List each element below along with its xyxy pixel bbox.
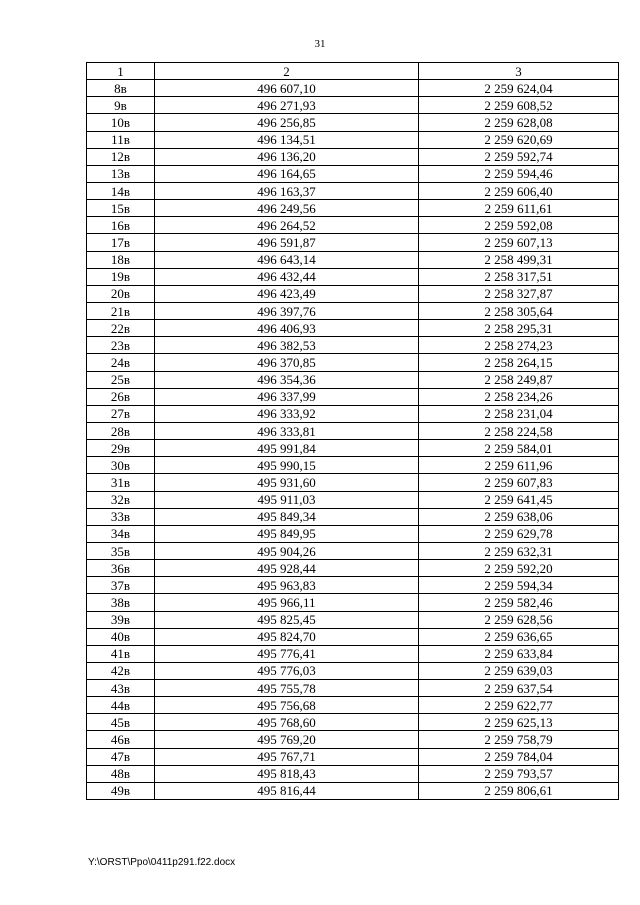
table-row bbox=[87, 440, 619, 457]
x-coordinate-cell: 495 825,45 bbox=[155, 611, 419, 628]
y-coordinate-cell: 2 259 606,40 bbox=[419, 182, 619, 199]
point-cell: 16в bbox=[87, 217, 155, 234]
y-coordinate-cell: 2 259 622,77 bbox=[419, 697, 619, 714]
x-coordinate-cell: 495 966,11 bbox=[155, 594, 419, 611]
y-coordinate-cell: 2 259 584,01 bbox=[419, 440, 619, 457]
point-cell: 19в bbox=[87, 268, 155, 285]
x-coordinate-cell: 495 818,43 bbox=[155, 765, 419, 782]
y-coordinate-cell: 2 258 499,31 bbox=[419, 251, 619, 268]
x-coordinate-cell: 495 904,26 bbox=[155, 542, 419, 559]
x-coordinate-cell: 496 164,65 bbox=[155, 165, 419, 182]
x-coordinate-cell: 496 432,44 bbox=[155, 268, 419, 285]
point-cell: 23в bbox=[87, 337, 155, 354]
table-row bbox=[87, 457, 619, 474]
x-coordinate-cell: 495 911,03 bbox=[155, 491, 419, 508]
point-cell: 31в bbox=[87, 474, 155, 491]
x-coordinate-cell: 495 990,15 bbox=[155, 457, 419, 474]
y-coordinate-cell: 2 258 231,04 bbox=[419, 405, 619, 422]
y-coordinate-cell: 2 259 639,03 bbox=[419, 662, 619, 679]
x-coordinate-cell: 495 767,71 bbox=[155, 748, 419, 765]
table-row bbox=[87, 405, 619, 422]
table-row bbox=[87, 320, 619, 337]
y-coordinate-cell: 2 259 637,54 bbox=[419, 680, 619, 697]
y-coordinate-cell: 2 258 327,87 bbox=[419, 285, 619, 302]
x-coordinate-cell: 495 824,70 bbox=[155, 628, 419, 645]
y-coordinate-cell: 2 259 607,83 bbox=[419, 474, 619, 491]
x-coordinate-cell: 495 769,20 bbox=[155, 731, 419, 748]
x-coordinate-cell: 496 134,51 bbox=[155, 131, 419, 148]
y-coordinate-cell: 2 259 592,20 bbox=[419, 560, 619, 577]
point-cell: 46в bbox=[87, 731, 155, 748]
y-coordinate-cell: 2 259 607,13 bbox=[419, 234, 619, 251]
x-coordinate-cell: 496 136,20 bbox=[155, 148, 419, 165]
point-cell: 35в bbox=[87, 542, 155, 559]
y-coordinate-cell: 2 259 806,61 bbox=[419, 782, 619, 799]
point-cell: 22в bbox=[87, 320, 155, 337]
y-coordinate-cell: 2 259 784,04 bbox=[419, 748, 619, 765]
point-cell: 42в bbox=[87, 662, 155, 679]
x-coordinate-cell: 495 928,44 bbox=[155, 560, 419, 577]
point-cell: 18в bbox=[87, 251, 155, 268]
point-cell: 27в bbox=[87, 405, 155, 422]
point-cell: 39в bbox=[87, 611, 155, 628]
table-row bbox=[87, 337, 619, 354]
x-coordinate-cell: 495 756,68 bbox=[155, 697, 419, 714]
y-coordinate-cell: 2 259 632,31 bbox=[419, 542, 619, 559]
table-row bbox=[87, 645, 619, 662]
table-row bbox=[87, 474, 619, 491]
table-row bbox=[87, 422, 619, 439]
table-row bbox=[87, 748, 619, 765]
table-row bbox=[87, 80, 619, 97]
x-coordinate-cell: 496 163,37 bbox=[155, 182, 419, 199]
table-row bbox=[87, 97, 619, 114]
point-cell: 43в bbox=[87, 680, 155, 697]
table-row bbox=[87, 354, 619, 371]
table-row bbox=[87, 714, 619, 731]
table-body bbox=[87, 80, 619, 800]
table-row bbox=[87, 611, 619, 628]
x-coordinate-cell: 496 337,99 bbox=[155, 388, 419, 405]
point-cell: 17в bbox=[87, 234, 155, 251]
point-cell: 41в bbox=[87, 645, 155, 662]
table-row bbox=[87, 131, 619, 148]
point-cell: 32в bbox=[87, 491, 155, 508]
point-cell: 14в bbox=[87, 182, 155, 199]
x-coordinate-cell: 496 333,81 bbox=[155, 422, 419, 439]
point-cell: 20в bbox=[87, 285, 155, 302]
point-cell: 25в bbox=[87, 371, 155, 388]
y-coordinate-cell: 2 258 234,26 bbox=[419, 388, 619, 405]
table-row bbox=[87, 731, 619, 748]
table-row bbox=[87, 697, 619, 714]
x-coordinate-cell: 496 607,10 bbox=[155, 80, 419, 97]
point-cell: 24в bbox=[87, 354, 155, 371]
column-header-point: 1 bbox=[87, 63, 155, 80]
point-cell: 40в bbox=[87, 628, 155, 645]
column-header-y: 3 bbox=[419, 63, 619, 80]
coordinates-table bbox=[86, 62, 619, 800]
x-coordinate-cell: 496 370,85 bbox=[155, 354, 419, 371]
footer-file-path: Y:\ORST\Ppo\0411p291.f22.docx bbox=[88, 857, 236, 868]
point-cell: 33в bbox=[87, 508, 155, 525]
x-coordinate-cell: 496 423,49 bbox=[155, 285, 419, 302]
table-row bbox=[87, 560, 619, 577]
table-row bbox=[87, 662, 619, 679]
y-coordinate-cell: 2 258 305,64 bbox=[419, 302, 619, 319]
y-coordinate-cell: 2 259 628,08 bbox=[419, 114, 619, 131]
table-row bbox=[87, 577, 619, 594]
x-coordinate-cell: 495 963,83 bbox=[155, 577, 419, 594]
table-row bbox=[87, 628, 619, 645]
page-number: 31 bbox=[314, 38, 326, 50]
y-coordinate-cell: 2 259 608,52 bbox=[419, 97, 619, 114]
point-cell: 15в bbox=[87, 200, 155, 217]
x-coordinate-cell: 495 768,60 bbox=[155, 714, 419, 731]
x-coordinate-cell: 495 755,78 bbox=[155, 680, 419, 697]
point-cell: 29в bbox=[87, 440, 155, 457]
x-coordinate-cell: 496 382,53 bbox=[155, 337, 419, 354]
table-row bbox=[87, 251, 619, 268]
point-cell: 44в bbox=[87, 697, 155, 714]
table-row bbox=[87, 148, 619, 165]
y-coordinate-cell: 2 258 295,31 bbox=[419, 320, 619, 337]
x-coordinate-cell: 496 333,92 bbox=[155, 405, 419, 422]
x-coordinate-cell: 496 643,14 bbox=[155, 251, 419, 268]
table-row bbox=[87, 680, 619, 697]
y-coordinate-cell: 2 259 641,45 bbox=[419, 491, 619, 508]
table-row bbox=[87, 182, 619, 199]
point-cell: 11в bbox=[87, 131, 155, 148]
table-row bbox=[87, 371, 619, 388]
table-row bbox=[87, 388, 619, 405]
y-coordinate-cell: 2 259 620,69 bbox=[419, 131, 619, 148]
column-header-x: 2 bbox=[155, 63, 419, 80]
y-coordinate-cell: 2 259 592,08 bbox=[419, 217, 619, 234]
y-coordinate-cell: 2 258 224,58 bbox=[419, 422, 619, 439]
x-coordinate-cell: 495 816,44 bbox=[155, 782, 419, 799]
point-cell: 28в bbox=[87, 422, 155, 439]
point-cell: 45в bbox=[87, 714, 155, 731]
y-coordinate-cell: 2 259 758,79 bbox=[419, 731, 619, 748]
y-coordinate-cell: 2 259 594,46 bbox=[419, 165, 619, 182]
point-cell: 26в bbox=[87, 388, 155, 405]
point-cell: 34в bbox=[87, 525, 155, 542]
point-cell: 8в bbox=[87, 80, 155, 97]
table-row bbox=[87, 114, 619, 131]
table-row bbox=[87, 542, 619, 559]
point-cell: 21в bbox=[87, 302, 155, 319]
x-coordinate-cell: 496 271,93 bbox=[155, 97, 419, 114]
x-coordinate-cell: 496 406,93 bbox=[155, 320, 419, 337]
table-row bbox=[87, 525, 619, 542]
table-row bbox=[87, 285, 619, 302]
y-coordinate-cell: 2 258 274,23 bbox=[419, 337, 619, 354]
point-cell: 10в bbox=[87, 114, 155, 131]
x-coordinate-cell: 495 931,60 bbox=[155, 474, 419, 491]
y-coordinate-cell: 2 258 249,87 bbox=[419, 371, 619, 388]
x-coordinate-cell: 496 256,85 bbox=[155, 114, 419, 131]
x-coordinate-cell: 496 397,76 bbox=[155, 302, 419, 319]
table-row bbox=[87, 217, 619, 234]
point-cell: 9в bbox=[87, 97, 155, 114]
y-coordinate-cell: 2 259 582,46 bbox=[419, 594, 619, 611]
x-coordinate-cell: 495 849,34 bbox=[155, 508, 419, 525]
y-coordinate-cell: 2 259 633,84 bbox=[419, 645, 619, 662]
x-coordinate-cell: 495 849,95 bbox=[155, 525, 419, 542]
table-row bbox=[87, 268, 619, 285]
table-row bbox=[87, 165, 619, 182]
table-row bbox=[87, 302, 619, 319]
point-cell: 48в bbox=[87, 765, 155, 782]
y-coordinate-cell: 2 259 611,61 bbox=[419, 200, 619, 217]
y-coordinate-cell: 2 259 793,57 bbox=[419, 765, 619, 782]
y-coordinate-cell: 2 259 636,65 bbox=[419, 628, 619, 645]
y-coordinate-cell: 2 259 624,04 bbox=[419, 80, 619, 97]
point-cell: 47в bbox=[87, 748, 155, 765]
point-cell: 49в bbox=[87, 782, 155, 799]
table-header-row bbox=[87, 63, 619, 80]
point-cell: 38в bbox=[87, 594, 155, 611]
table-row bbox=[87, 782, 619, 799]
table-row bbox=[87, 765, 619, 782]
table-row bbox=[87, 508, 619, 525]
x-coordinate-cell: 495 991,84 bbox=[155, 440, 419, 457]
table-row bbox=[87, 594, 619, 611]
point-cell: 37в bbox=[87, 577, 155, 594]
y-coordinate-cell: 2 258 264,15 bbox=[419, 354, 619, 371]
x-coordinate-cell: 496 249,56 bbox=[155, 200, 419, 217]
table-row bbox=[87, 491, 619, 508]
y-coordinate-cell: 2 259 638,06 bbox=[419, 508, 619, 525]
x-coordinate-cell: 496 591,87 bbox=[155, 234, 419, 251]
y-coordinate-cell: 2 259 592,74 bbox=[419, 148, 619, 165]
point-cell: 13в bbox=[87, 165, 155, 182]
point-cell: 36в bbox=[87, 560, 155, 577]
table-row bbox=[87, 200, 619, 217]
table-row bbox=[87, 234, 619, 251]
y-coordinate-cell: 2 259 594,34 bbox=[419, 577, 619, 594]
y-coordinate-cell: 2 259 628,56 bbox=[419, 611, 619, 628]
y-coordinate-cell: 2 259 611,96 bbox=[419, 457, 619, 474]
point-cell: 30в bbox=[87, 457, 155, 474]
y-coordinate-cell: 2 259 625,13 bbox=[419, 714, 619, 731]
y-coordinate-cell: 2 258 317,51 bbox=[419, 268, 619, 285]
x-coordinate-cell: 495 776,03 bbox=[155, 662, 419, 679]
y-coordinate-cell: 2 259 629,78 bbox=[419, 525, 619, 542]
x-coordinate-cell: 495 776,41 bbox=[155, 645, 419, 662]
point-cell: 12в bbox=[87, 148, 155, 165]
x-coordinate-cell: 496 264,52 bbox=[155, 217, 419, 234]
x-coordinate-cell: 496 354,36 bbox=[155, 371, 419, 388]
